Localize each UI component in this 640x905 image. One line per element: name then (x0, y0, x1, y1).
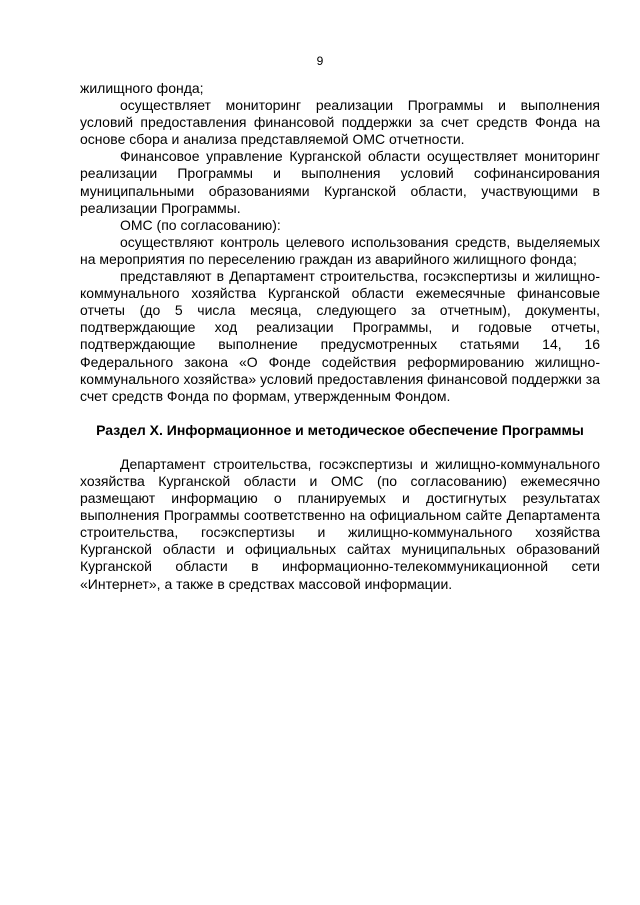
paragraph-information: Департамент строительства, госэкспертизы и жилищно-коммунального хозяйства Курганской области и ОМС (по согласованию) ежемесячно размещают информацию о планируемых и достигнутых результатах выполнения Программы соответственно на официальном сайте Департамента строительства, госэкспертизы и жилищно-коммунального хозяйства Курганской области и официальных сайтах муниципальных образований Курганской области в информационно-телекоммуникационной сети «Интернет», а также в средствах массовой информации. (80, 455, 600, 592)
paragraph-oms-control: осуществляют контроль целевого использования средств, выделяемых на мероприятия по переселению граждан из аварийного жилищного фонда; (80, 233, 600, 267)
paragraph-monitoring: осуществляет мониторинг реализации Программы и выполнения условий предоставления финансовой поддержки за счет средств Фонда на основе сбора и анализа представляемой ОМС отчетности. (80, 97, 600, 148)
paragraph-finance-department: Финансовое управление Курганской области осуществляет мониторинг реализации Программы и выполнения условий софинансирования муниципальными образованиями Курганской области, участвующими в реализации Программы. (80, 148, 600, 216)
paragraph-continuation: жилищного фонда; (80, 80, 204, 96)
paragraph-oms-lead: ОМС (по согласованию): (120, 216, 281, 233)
paragraph-oms-reports: представляют в Департамент строительства, госэкспертизы и жилищно-коммунального хозяйства Курганской области ежемесячные финансовые отчеты (до 5 числа месяца, следующего за отчетным), документы, подтверждающие ход реализации Программы, и годовые отчеты, подтверждающие выполнение предусмотренных статьями 14, 16 Федерального закона «О Фонде содействия реформированию жилищно-коммунального хозяйства» условий предоставления финансовой поддержки за счет средств Фонда по формам, утвержденным Фондом. (80, 268, 600, 404)
page-number: 9 (316, 54, 324, 68)
document-body (80, 80, 600, 593)
section-heading: Раздел X. Информационное и методическое обеспечение Программы (96, 421, 584, 438)
